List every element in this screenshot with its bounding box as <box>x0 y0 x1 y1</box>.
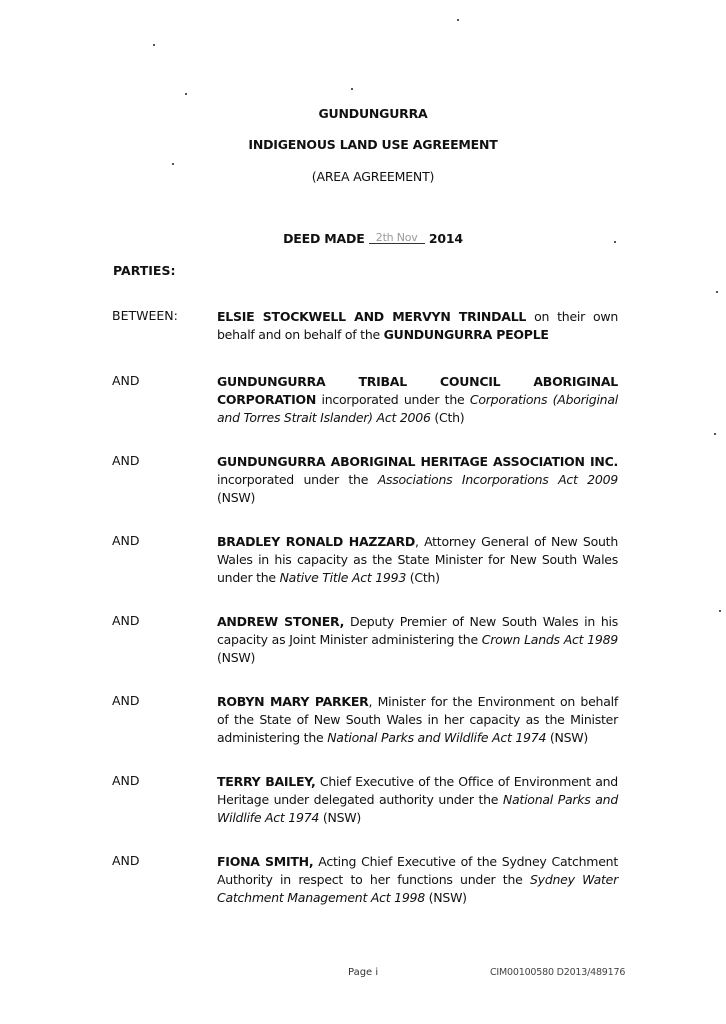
party-label: BETWEEN: <box>112 308 178 323</box>
party-label: AND <box>112 853 140 868</box>
scan-speck <box>719 610 721 612</box>
document-reference: CIM00100580 D2013/489176 <box>490 967 626 978</box>
party-name: ROBYN MARY PARKER <box>217 694 369 709</box>
party-label: AND <box>112 533 140 548</box>
party-name: GUNDUNGURRA ABORIGINAL HERITAGE ASSOCIATION INC. <box>217 454 618 469</box>
legislation-title: National Parks and Wildlife Act 1974 <box>327 730 547 745</box>
party-description <box>217 613 618 667</box>
party-text-segment: (Cth) <box>406 570 440 585</box>
party-description <box>217 773 618 827</box>
page-number: Page i <box>348 967 379 978</box>
scan-speck <box>172 163 174 165</box>
legislation-title: Associations Incorporations Act 2009 <box>377 472 618 487</box>
party-label: AND <box>112 453 140 468</box>
party-name: GUNDUNGURRA TRIBAL COUNCIL ABORIGINAL CORPORATION <box>217 374 618 407</box>
party-description <box>217 453 618 507</box>
party-name: BRADLEY RONALD HAZZARD <box>217 534 415 549</box>
party-name: ANDREW STONER, <box>217 614 345 629</box>
parties-heading: PARTIES: <box>113 263 176 278</box>
party-label: AND <box>112 373 140 388</box>
party-text-segment: (NSW) <box>217 490 256 505</box>
party-text-segment: Chief Executive of the Office of Environment and Heritage under delegated authority under the <box>217 774 618 807</box>
party-name: TERRY BAILEY, <box>217 774 316 789</box>
party-text-segment: , Attorney General of New South Wales in his capacity as the State Minister for New South Wales under the <box>217 534 618 585</box>
party-description <box>217 533 618 587</box>
party-text-segment: (NSW) <box>424 890 467 905</box>
party-label: AND <box>112 693 140 708</box>
agreement-title: INDIGENOUS LAND USE AGREEMENT <box>248 137 498 152</box>
scan-speck <box>716 291 718 293</box>
deed-handwritten-date: 2th Nov <box>369 232 425 244</box>
party-description <box>217 853 618 907</box>
scan-speck <box>457 19 459 21</box>
party-label: AND <box>112 613 140 628</box>
document-title: GUNDUNGURRA <box>318 106 428 121</box>
deed-date-line <box>0 231 726 246</box>
deed-year: 2014 <box>428 231 463 246</box>
legislation-title: Crown Lands Act 1989 <box>481 632 618 647</box>
party-text-segment: incorporated under the <box>217 472 378 487</box>
party-text-segment: , Minister for the Environment on behalf of the State of New South Wales in her capacity as the Minister administering the <box>217 694 618 745</box>
party-text-segment: (NSW) <box>319 810 361 825</box>
party-text-segment: Acting Chief Executive of the Sydney Catchment Authority in respect to her functions under the <box>217 854 618 887</box>
scan-speck <box>185 93 187 95</box>
legislation-title: Corporations (Aboriginal and Torres Strait Islander) Act 2006 <box>217 392 618 425</box>
legislation-title: Sydney Water Catchment Management Act 1998 <box>217 872 618 905</box>
scan-speck <box>351 88 353 90</box>
legislation-title: National Parks and Wildlife Act 1974 <box>217 792 619 825</box>
scan-speck <box>153 44 155 46</box>
party-label: AND <box>112 773 140 788</box>
party-text-segment: (NSW) <box>217 650 256 665</box>
party-name: ELSIE STOCKWELL AND MERVYN TRINDALL <box>217 309 527 324</box>
legislation-title: Native Title Act 1993 <box>279 570 407 585</box>
party-description <box>217 308 618 344</box>
party-text-segment: Deputy Premier of New South Wales in his capacity as Joint Minister administering the <box>217 614 619 647</box>
party-name: FIONA SMITH, <box>217 854 314 869</box>
scan-speck <box>614 241 616 243</box>
scan-speck <box>714 433 716 435</box>
party-name: GUNDUNGURRA PEOPLE <box>383 327 549 342</box>
deed-prefix: DEED MADE <box>283 231 365 246</box>
party-description <box>217 693 618 747</box>
party-description <box>217 373 618 427</box>
party-text-segment: (Cth) <box>430 410 465 425</box>
agreement-type: (AREA AGREEMENT) <box>311 169 435 184</box>
party-text-segment: incorporated under the <box>316 392 470 407</box>
party-text-segment: (NSW) <box>546 730 589 745</box>
party-text-segment: on their own behalf and on behalf of the <box>217 309 618 342</box>
